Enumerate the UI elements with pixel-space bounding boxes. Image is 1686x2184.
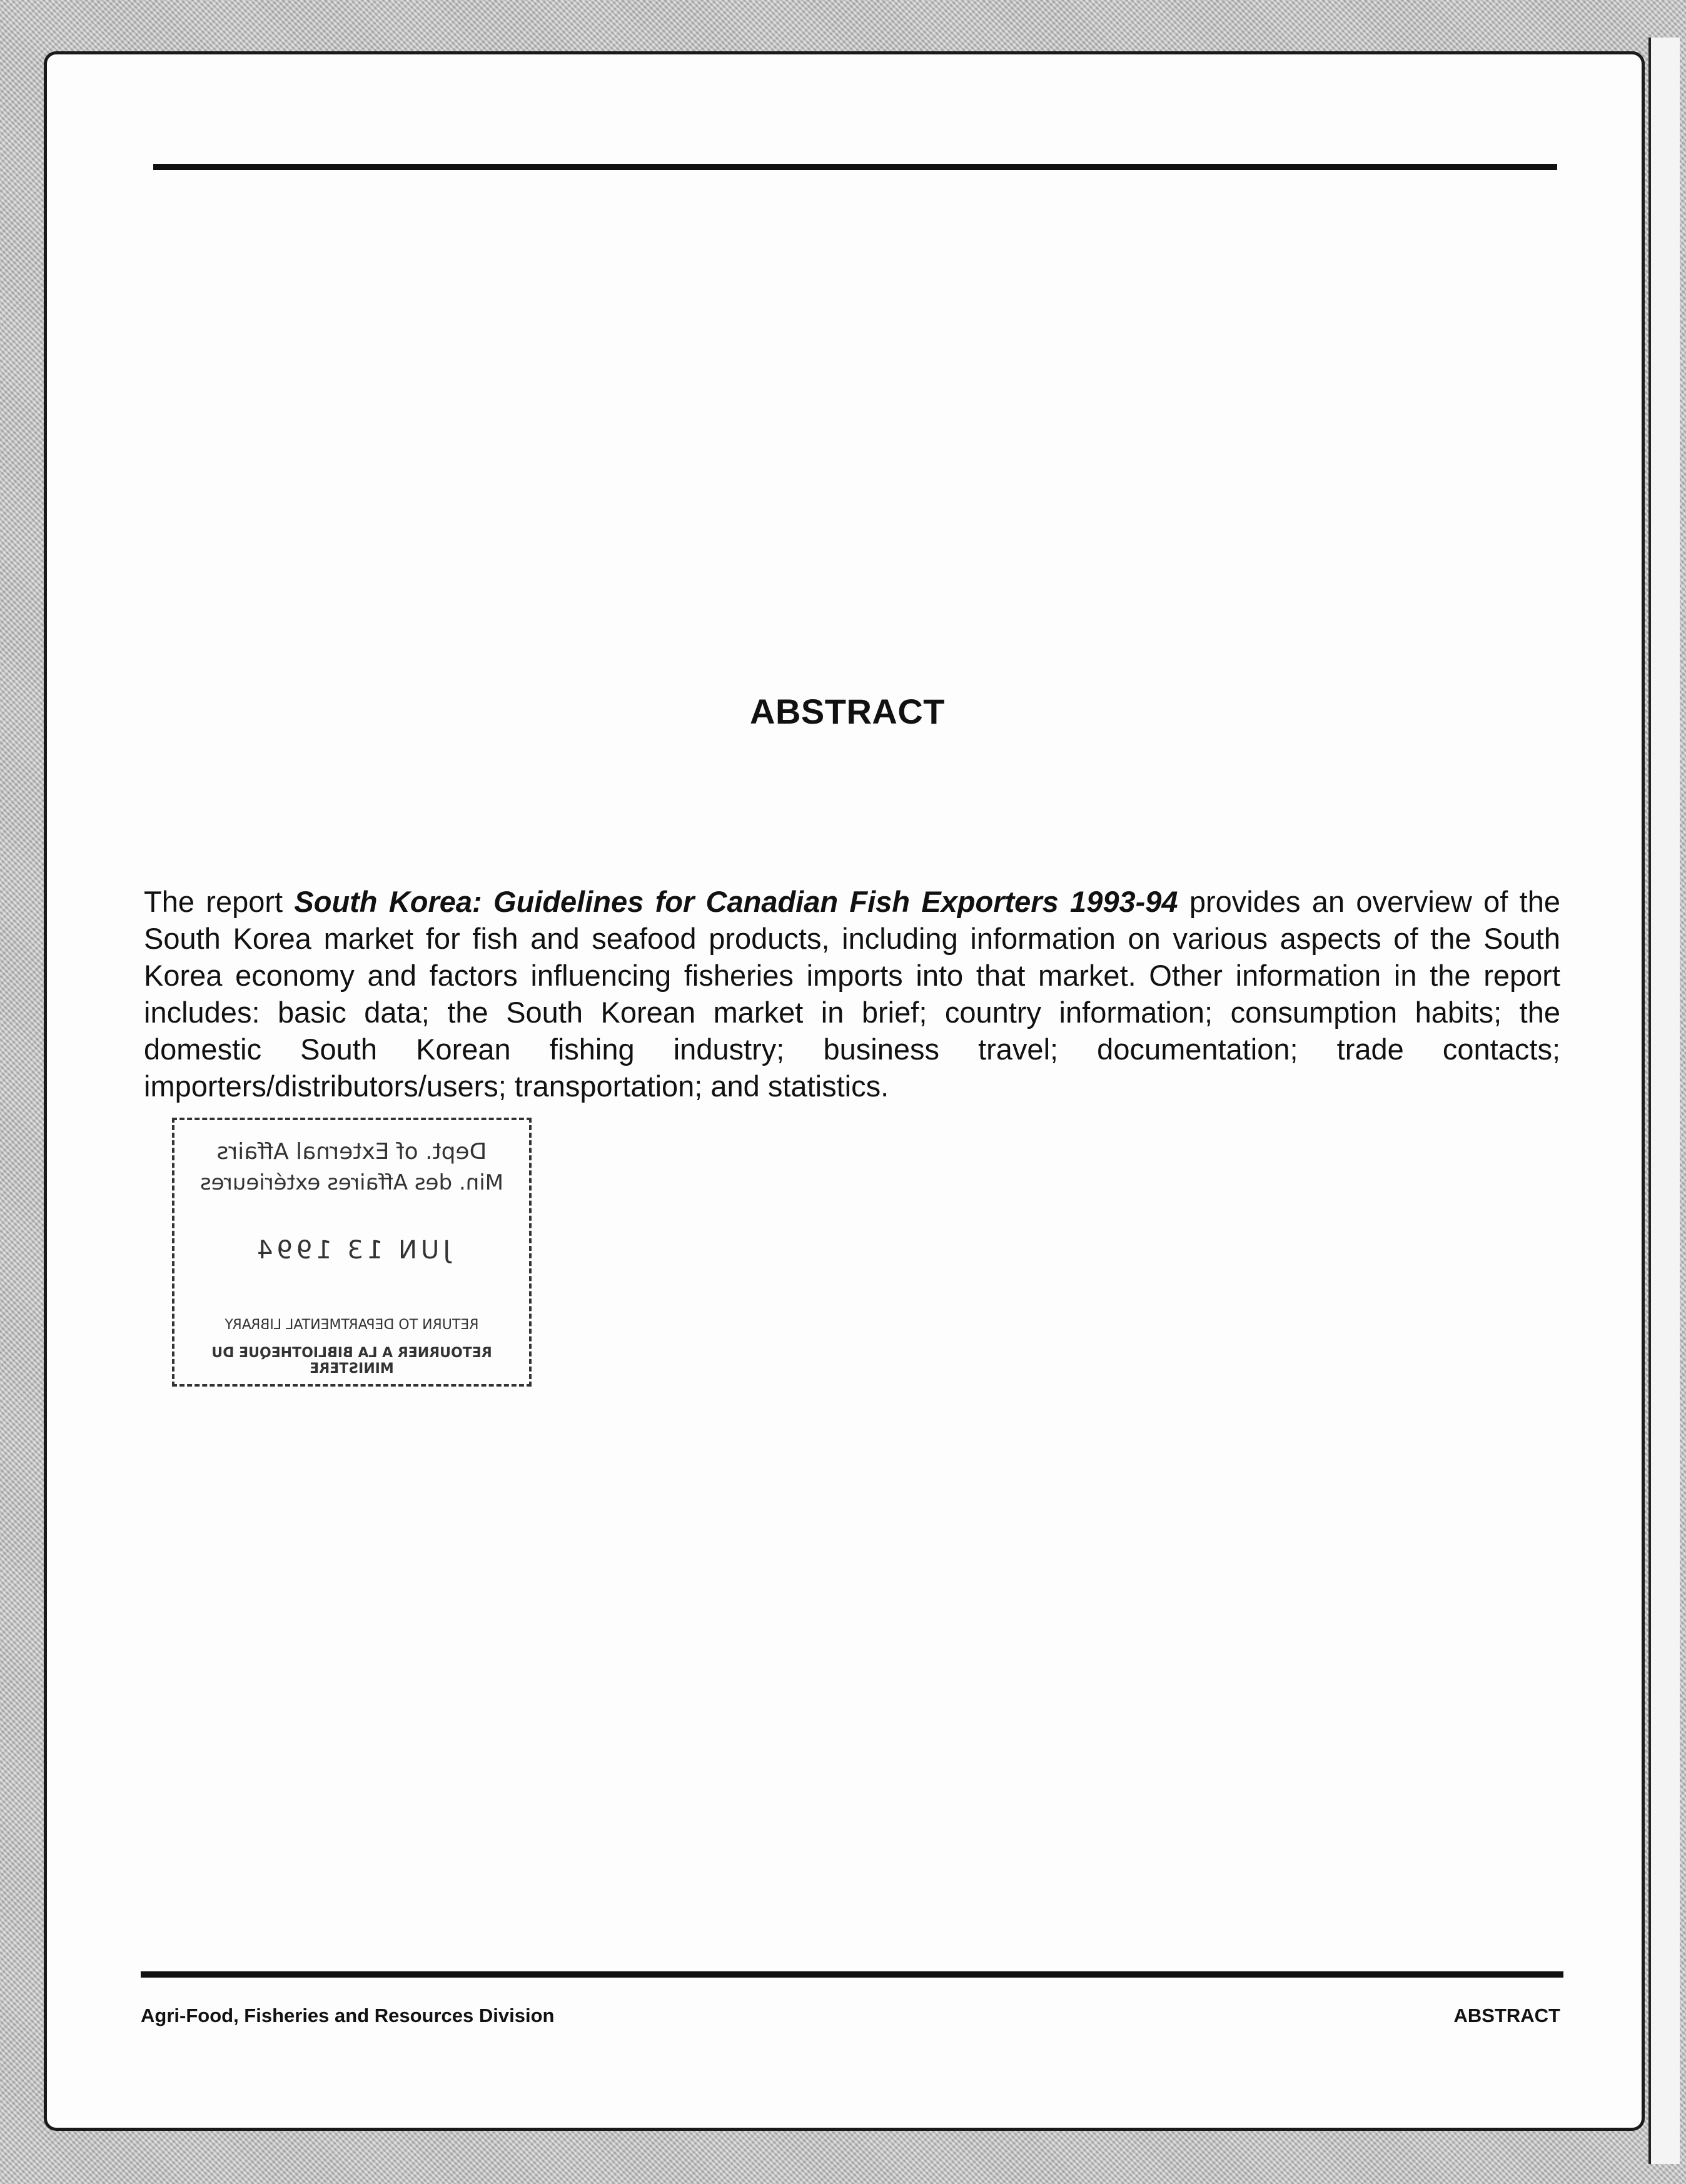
library-stamp: [172, 1118, 532, 1387]
footer-rule: [141, 1971, 1563, 1978]
footer-section: ABSTRACT: [1453, 2005, 1560, 2026]
stamp-line-5: RETOURNER A LA BIBLIOTHEQUE DU MINISTERE: [211, 1345, 492, 1377]
abstract-paragraph: [144, 883, 1560, 1105]
document-page: [44, 51, 1645, 2131]
adjacent-page-edge: [1648, 38, 1680, 2164]
page-heading: ABSTRACT: [750, 692, 945, 731]
stamp-line-4: RETURN TO DEPARTMENTAL LIBRARY: [225, 1317, 479, 1333]
stamp-line-1: Dept. of External Affairs: [216, 1139, 487, 1165]
header-rule: [153, 164, 1557, 170]
stamp-line-2: Min. des Affaires extérieures: [199, 1170, 504, 1195]
abstract-lead: The report: [144, 885, 295, 918]
report-title: South Korea: Guidelines for Canadian Fish Exporters 1993-94: [294, 885, 1178, 918]
footer-division: Agri-Food, Fisheries and Resources Division: [141, 2005, 555, 2026]
abstract-body: provides an overview of the South Korea market for fish and seafood products, including information on various aspects of the South Korea economy and factors influencing fisheries imports into that market. Other information in the report includes: basic data; the South Korean market in brief; country information; consumption habits; the domestic South Korean fishing industry; business travel; documentation; trade contacts; importers/distributors/users; transportation; and statistics.: [144, 885, 1560, 1103]
stamp-date: JUN 13 1994: [253, 1236, 451, 1265]
